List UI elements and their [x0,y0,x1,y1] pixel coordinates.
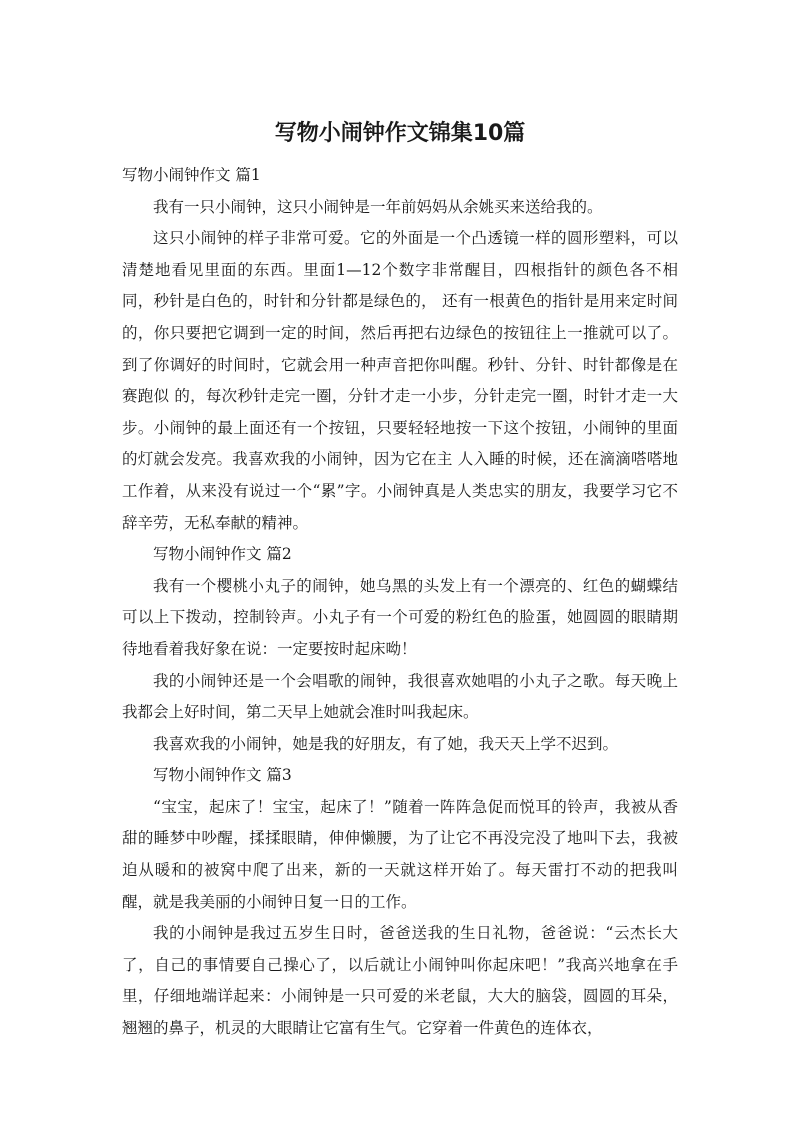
paragraph: 这只小闹钟的样子非常可爱。它的外面是一个凸透镜一样的圆形塑料，可以清楚地看见里面的东西。里面1—12个数字非常醒目，四根指针的颜色各不相同，秒针是白色的，时针和分针都是绿色的， 还有一根黄色的指针是用来定时间的，你只要把它调到一定的时间，然后再把右边绿色的按钮往上一推就可以了。到了你调好的时间时，它就会用一种声音把你叫醒。秒针、分针、时针都像是在赛跑似 的，每次秒针走完一圈，分针才走一小步，分针走完一圈，时针才走一大步。小闹钟的最上面还有一个按钮，只要轻轻地按一下这个按钮，小闹钟的里面的灯就会发亮。我喜欢我的小闹钟，因为它在主 人入睡的时候，还在滴滴嗒嗒地工作着，从来没有说过一个“累”字。小闹钟真是人类忠实的朋友，我要学习它不辞辛劳，无私奉献的精神。 [122,229,678,532]
paragraph: 我有一个樱桃小丸子的闹钟，她乌黑的头发上有一个漂亮的、红色的蝴蝶结可以上下拨动，控制铃声。小丸子有一个可爱的粉红色的脸蛋，她圆圆的眼睛期待地看着我好象在说：一定要按时起床呦！ [122,576,678,658]
document-body [122,160,678,1045]
document-title: 写物小闹钟作文锦集10篇 [274,121,526,146]
section-heading-3: 写物小闹钟作文 篇3 [153,766,292,785]
paragraph: 我的小闹钟还是一个会唱歌的闹钟，我很喜欢她唱的小丸子之歌。每天晚上我都会上好时间，第二天早上她就会准时叫我起床。 [122,671,678,722]
paragraph: 我有一只小闹钟，这只小闹钟是一年前妈妈从余姚买来送给我的。 [153,197,603,216]
paragraph: “宝宝，起床了！宝宝，起床了！”随着一阵阵急促而悦耳的铃声，我被从香甜的睡梦中吵醒，揉揉眼睛，伸伸懒腰，为了让它不再没完没了地叫下去，我被迫从暖和的被窝中爬了出来，新的一天就这样开始了。每天雷打不动的把我叫醒，就是我美丽的小闹钟日复一日的工作。 [122,797,678,911]
paragraph: 我的小闹钟是我过五岁生日时，爸爸送我的生日礼物，爸爸说：“云杰长大了，自己的事情要自己操心了，以后就让小闹钟叫你起床吧！”我高兴地拿在手里，仔细地端详起来：小闹钟是一只可爱的米老鼠，大大的脑袋，圆圆的耳朵，翘翘的鼻子，机灵的大眼睛让它富有生气。它穿着一件黄色的连体衣， [122,924,678,1038]
paragraph: 我喜欢我的小闹钟，她是我的好朋友，有了她，我天天上学不迟到。 [153,734,619,753]
section-heading-1: 写物小闹钟作文 篇1 [122,166,261,184]
section-heading-2: 写物小闹钟作文 篇2 [153,545,292,564]
